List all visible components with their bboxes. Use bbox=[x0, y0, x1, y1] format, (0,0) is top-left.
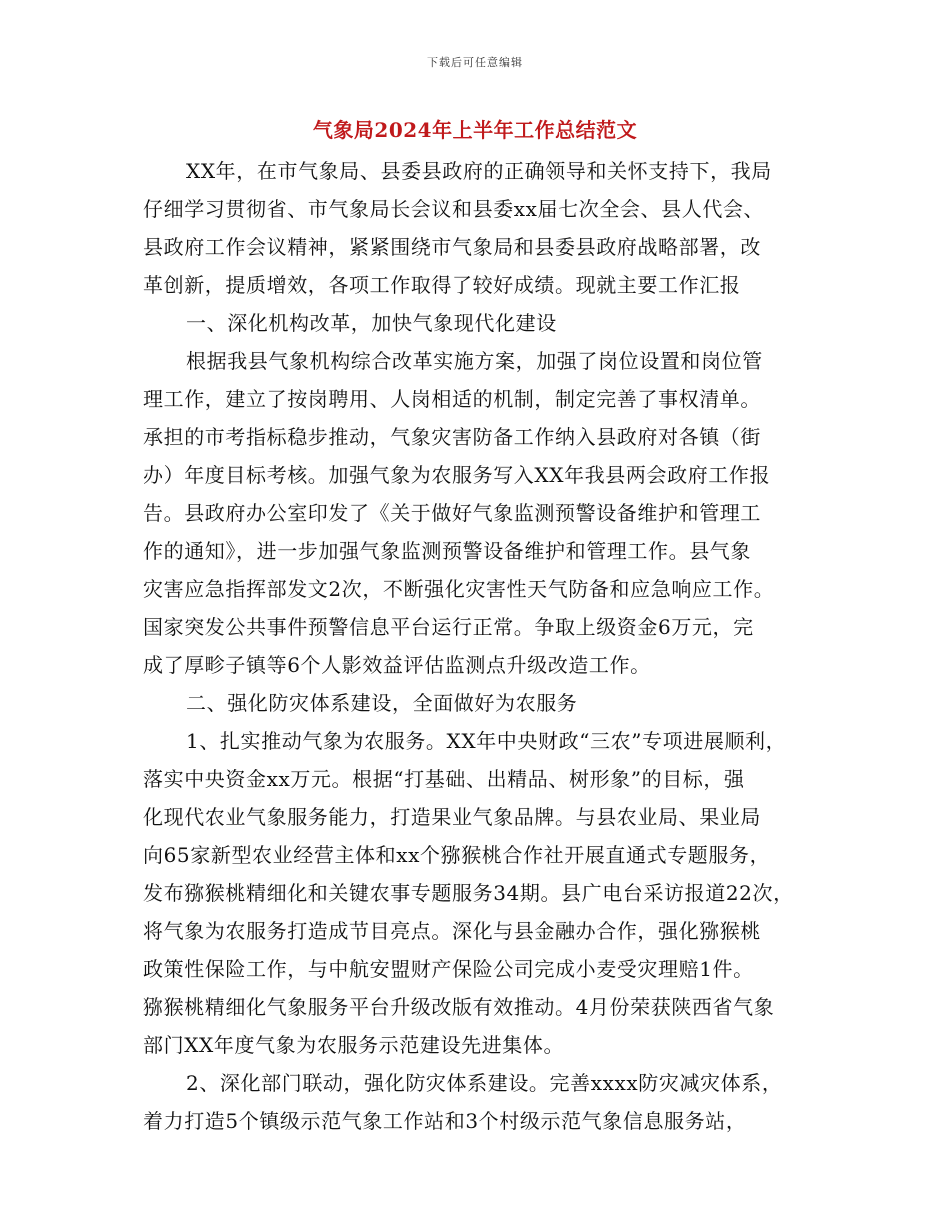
section-heading: 一、深化机构改革，加快气象现代化建设 bbox=[186, 311, 557, 335]
paragraph-line: XX年，在市气象局、县委县政府的正确领导和关怀支持下，我局 bbox=[186, 159, 772, 183]
paragraph-line: 将气象为农服务打造成节目亮点。深化与县金融办合作，强化猕猴桃 bbox=[143, 919, 761, 943]
paragraph-line: 根据我县气象机构综合改革实施方案，加强了岗位设置和岗位管 bbox=[186, 349, 763, 373]
section-heading: 二、强化防灾体系建设，全面做好为农服务 bbox=[186, 691, 578, 715]
paragraph-line: 着力打造5个镇级示范气象工作站和3个村级示范气象信息服务站， bbox=[143, 1109, 747, 1133]
paragraph-line: 仔细学习贯彻省、市气象局长会议和县委xx届七次全会、县人代会、 bbox=[143, 197, 765, 221]
paragraph-line: 政策性保险工作，与中航安盟财产保险公司完成小麦受灾理赔1件。 bbox=[143, 957, 754, 981]
paragraph-line: 向65家新型农业经营主体和xx个猕猴桃合作社开展直通式专题服务， bbox=[143, 843, 771, 867]
paragraph-line: 县政府工作会议精神，紧紧围绕市气象局和县委县政府战略部署，改 bbox=[143, 235, 761, 259]
paragraph-line: 理工作，建立了按岗聘用、人岗相适的机制，制定完善了事权清单。 bbox=[143, 387, 761, 411]
document-title: 气象局2024年上半年工作总结范文 bbox=[312, 118, 638, 142]
paragraph-line: 承担的市考指标稳步推动，气象灾害防备工作纳入县政府对各镇（街 bbox=[143, 425, 761, 449]
paragraph-line: 落实中央资金xx万元。根据“打基础、出精品、树形象”的目标，强 bbox=[143, 767, 745, 791]
paragraph-line: 1、扎实推动气象为农服务。XX年中央财政“三农”专项进展顺利， bbox=[186, 729, 787, 753]
paragraph-line: 灾害应急指挥部发文2次，不断强化灾害性天气防备和应急响应工作。 bbox=[143, 577, 775, 601]
paragraph-line: 化现代农业气象服务能力，打造果业气象品牌。与县农业局、果业局 bbox=[143, 805, 761, 829]
paragraph-line: 国家突发公共事件预警信息平台运行正常。争取上级资金6万元，完 bbox=[143, 615, 754, 639]
paragraph-line: 成了厚畛子镇等6个人影效益评估监测点升级改造工作。 bbox=[143, 653, 651, 677]
paragraph-line: 猕猴桃精细化气象服务平台升级改版有效推动。4月份荣获陕西省气象 bbox=[143, 995, 775, 1019]
header-note: 下载后可任意编辑 bbox=[427, 56, 523, 69]
paragraph-line: 作的通知》，进一步加强气象监测预警设备维护和管理工作。县气象 bbox=[143, 539, 751, 563]
paragraph-line: 告。县政府办公室印发了《关于做好气象监测预警设备维护和管理工 bbox=[143, 501, 761, 525]
paragraph-line: 发布猕猴桃精细化和关键农事专题服务34期。县广电台采访报道22次， bbox=[143, 881, 794, 905]
paragraph-line: 2、深化部门联动，强化防灾体系建设。完善xxxx防灾减灾体系， bbox=[186, 1071, 783, 1095]
paragraph-line: 部门XX年度气象为农服务示范建设先进集体。 bbox=[143, 1033, 565, 1057]
paragraph-line: 革创新，提质增效，各项工作取得了较好成绩。现就主要工作汇报 bbox=[143, 273, 741, 297]
paragraph-line: 办）年度目标考核。加强气象为农服务写入XX年我县两会政府工作报 bbox=[143, 463, 771, 487]
